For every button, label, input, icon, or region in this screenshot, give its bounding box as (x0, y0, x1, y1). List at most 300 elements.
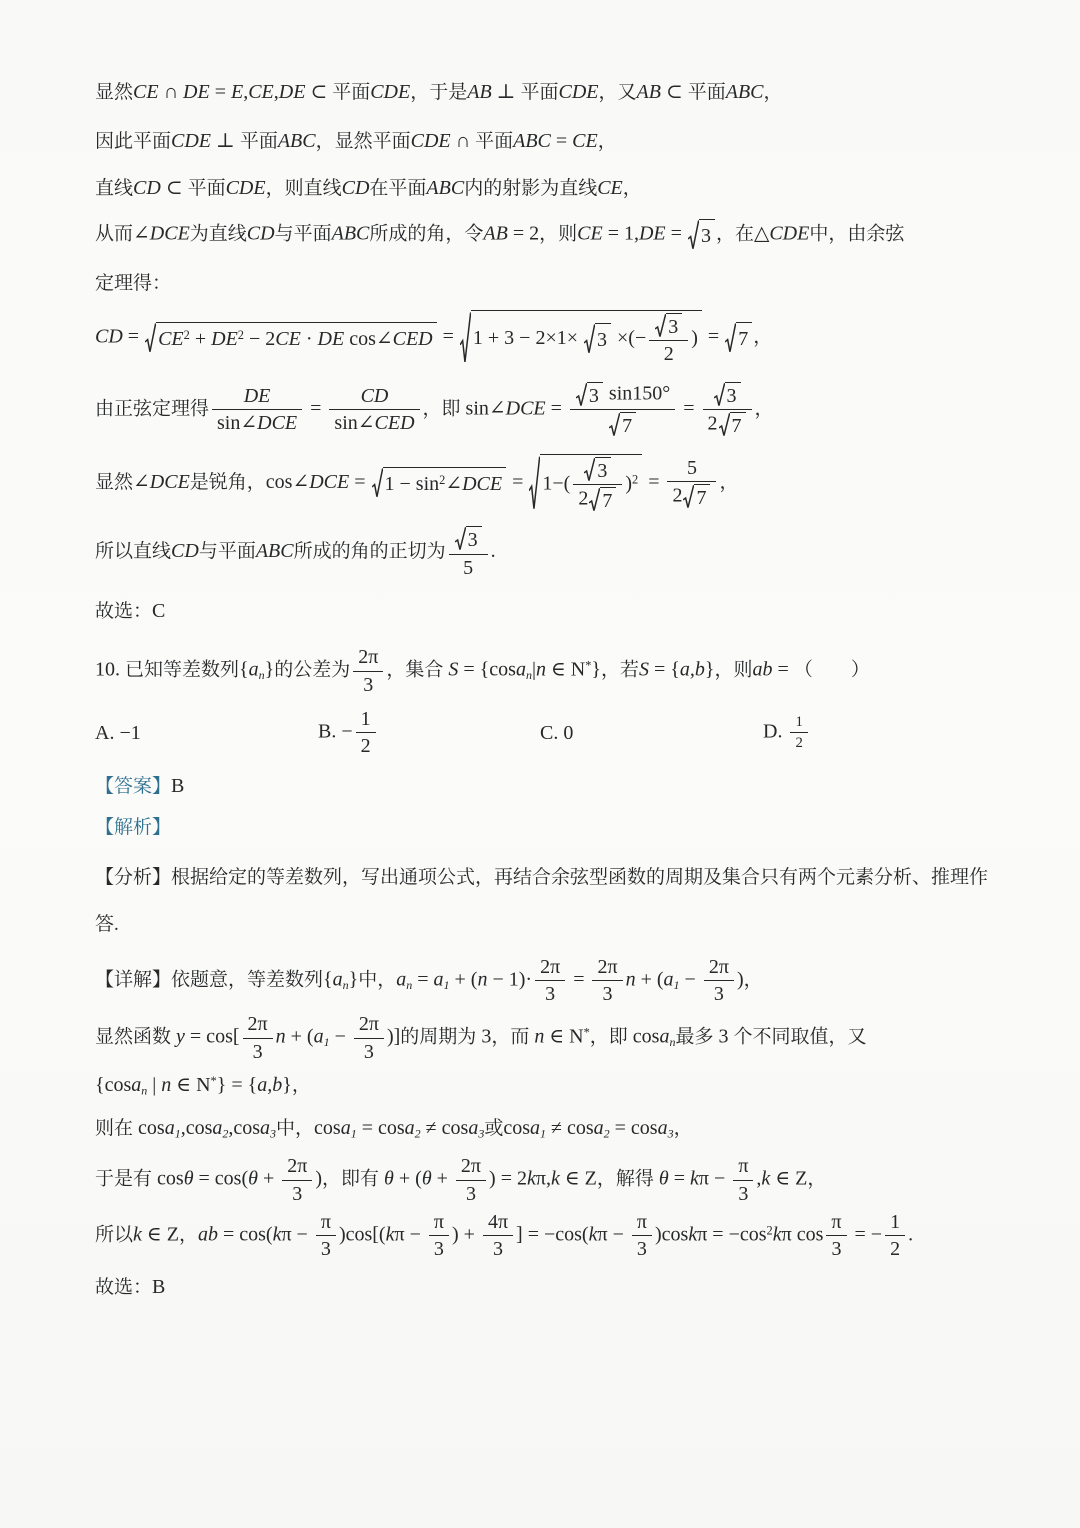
text-run: 【详解】依题意，等差数列 (95, 969, 324, 991)
math-operator: = (209, 81, 231, 103)
math-variable: k (526, 1167, 536, 1190)
math-operator: 1 (360, 707, 371, 730)
subscript: 2 (603, 1126, 610, 1141)
text-run: ， (807, 1168, 827, 1190)
math-operator: ) + (451, 1223, 480, 1246)
option-b (318, 708, 540, 758)
math-operator: 2π (597, 955, 618, 978)
math-operator: 1 (890, 1211, 901, 1234)
math-operator: 1 (795, 713, 803, 730)
math-operator: π − (281, 1223, 313, 1246)
math-variable: DCE (462, 472, 503, 495)
question-10-options (95, 708, 988, 758)
subscript: n (525, 668, 532, 683)
math-variable: CE (572, 130, 598, 152)
math-operator: + (257, 1167, 280, 1190)
fraction (353, 646, 383, 696)
math-operator: cos (152, 1167, 184, 1190)
math-variable: a (468, 1117, 479, 1140)
math-variable: DCE (505, 397, 546, 420)
text-run: 或 (484, 1118, 504, 1140)
analysis-label-line (95, 813, 988, 842)
fraction (456, 1155, 486, 1205)
math-operator: , (273, 81, 279, 103)
fraction (354, 1013, 384, 1063)
math-variable: ABC (426, 177, 465, 199)
math-operator: 7 (696, 486, 707, 509)
text-run: 的周期为 (400, 1026, 477, 1048)
text-run: 显然函数 (95, 1026, 172, 1048)
text-run: （ ） (793, 659, 870, 681)
square-root (529, 454, 642, 513)
section-label: 【答案】 (95, 775, 172, 797)
math-variable: k (772, 1223, 782, 1246)
radical-icon (725, 322, 736, 354)
math-operator: = (665, 222, 687, 245)
math-operator: = (678, 397, 700, 420)
radical-icon (688, 219, 699, 251)
math-operator: ⊂ (160, 177, 188, 199)
math-operator: 3 (713, 1025, 734, 1048)
math-variable: a (593, 1117, 604, 1140)
math-operator: ) (736, 968, 744, 991)
text-run: 平面 (520, 82, 559, 103)
math-operator: ∠ (445, 472, 463, 495)
math-variable: CE (248, 81, 274, 103)
math-operator: | (531, 658, 536, 681)
fraction (704, 956, 734, 1006)
detail-line-6 (95, 1211, 988, 1261)
math-variable: CED (374, 412, 415, 435)
text-run: ， (291, 1075, 311, 1097)
text-run: 定理得： (95, 273, 172, 294)
math-operator: B. − (318, 720, 353, 743)
math-variable: a (340, 1117, 351, 1140)
math-operator: | (147, 1074, 162, 1097)
math-variable: k (690, 1167, 699, 1190)
math-operator: = cos( (193, 1167, 249, 1190)
math-operator: · (300, 327, 318, 350)
text-run: ， (597, 131, 617, 152)
math-operator: − (329, 1025, 351, 1048)
math-operator: sin150° (603, 382, 671, 405)
text-run: ，则 (539, 223, 578, 245)
radical-icon (576, 382, 587, 407)
text-run: 显然 (95, 471, 134, 493)
math-operator: − (679, 968, 701, 991)
superscript: 2 (237, 327, 244, 342)
text-run: ，又 (598, 82, 637, 103)
subscript: 3 (667, 1126, 674, 1141)
math-variable: n (529, 1025, 545, 1048)
math-operator: + ( (449, 968, 478, 991)
text-run: 所成的角的正切为 (293, 541, 446, 563)
math-operator: } (264, 658, 275, 681)
math-variable: a (663, 968, 674, 991)
text-run: 为直线 (189, 223, 247, 245)
subscript: 1 (540, 1126, 546, 1141)
math-operator: 3 (831, 1238, 842, 1261)
square-root (460, 310, 702, 366)
math-variable: ABC (331, 222, 370, 245)
math-operator: = − (849, 1223, 883, 1246)
math-operator: B (171, 774, 185, 797)
math-variable: n (625, 968, 636, 991)
math-variable: θ (653, 1167, 669, 1190)
fraction (429, 1211, 449, 1261)
math-operator: )cos (654, 1223, 689, 1246)
math-variable: S (443, 658, 459, 681)
solution9-sine-rule (95, 382, 988, 438)
superscript: * (585, 658, 592, 673)
square-root (609, 412, 636, 437)
answer-label-line (95, 772, 988, 801)
solution9-cos-line (95, 454, 988, 513)
math-operator: = (507, 470, 529, 493)
text-run: ，即 (422, 398, 461, 420)
math-variable: ab (197, 1223, 218, 1246)
math-operator: ⊂ (660, 81, 688, 103)
math-variable: CD (133, 177, 161, 199)
math-operator: 2 (672, 484, 683, 507)
math-variable: CDE (225, 177, 266, 199)
math-operator: ∈ N (171, 1074, 211, 1097)
math-operator: , (756, 1167, 762, 1190)
math-operator: 3 (597, 459, 608, 482)
square-root (372, 467, 507, 499)
text-run: ， (673, 1118, 693, 1140)
math-operator: 3 (545, 983, 556, 1006)
math-operator: ⊥ (211, 130, 240, 152)
math-operator: ) (691, 326, 698, 349)
radical-icon (683, 484, 694, 509)
math-operator: 7 (602, 489, 613, 512)
math-variable: AB (467, 81, 492, 103)
math-operator: 3 (492, 1238, 503, 1261)
math-operator: sin∠ (460, 397, 506, 420)
math-operator: = (702, 325, 725, 348)
math-variable: CD (246, 222, 275, 245)
math-operator: π cos (781, 1223, 824, 1246)
fraction (885, 1211, 905, 1261)
math-operator: + ( (393, 1167, 422, 1190)
math-operator: 2π (708, 955, 729, 978)
math-operator: ×(− (612, 326, 647, 349)
fraction (329, 385, 419, 435)
math-variable: θ (421, 1167, 432, 1190)
text-run: ，即有 (322, 1168, 380, 1190)
math-operator: 2π (358, 1013, 379, 1036)
math-operator: 2 (578, 487, 589, 510)
question-10 (95, 646, 988, 696)
math-variable: a (657, 1117, 668, 1140)
math-variable: DCE (149, 470, 190, 493)
superscript: 2 (183, 327, 190, 342)
math-operator: ) (625, 472, 632, 495)
math-operator: ∈ N (545, 658, 586, 681)
math-operator: 2 (707, 412, 718, 435)
square-root (576, 382, 603, 407)
radical-icon (145, 322, 156, 354)
math-operator: ∈ Z (559, 1167, 597, 1190)
text-run: ，显然平面 (315, 131, 411, 152)
section-label: 【解析】 (95, 816, 172, 838)
math-operator: ] = −cos( (516, 1223, 589, 1246)
math-operator: sin∠ (334, 412, 375, 435)
math-variable: E (230, 81, 244, 103)
fraction (449, 526, 488, 579)
math-operator: △ (753, 222, 770, 245)
math-variable: CDE (558, 81, 599, 103)
math-operator: ≠ cos (546, 1117, 594, 1140)
math-operator: π (738, 1155, 749, 1178)
text-run: ， (743, 969, 763, 991)
radical-icon (714, 382, 725, 407)
solution9-cosine-formula (95, 310, 988, 366)
math-variable: ab (752, 658, 773, 681)
text-run: 于是有 (95, 1168, 153, 1190)
math-operator: 3 (292, 1182, 303, 1205)
solution9-conclusion (95, 526, 988, 579)
text-run: ， (763, 82, 783, 103)
text-run: ，则直线 (265, 178, 342, 199)
math-operator: 2 (360, 735, 371, 758)
math-operator: + (431, 1167, 453, 1190)
math-operator: 3 (636, 1238, 647, 1261)
text-run: 故选： (95, 601, 153, 623)
square-root (655, 313, 682, 338)
subscript: 3 (478, 1126, 485, 1141)
math-variable: CDE (769, 222, 810, 245)
solution9-line-2 (95, 127, 988, 156)
math-operator: 3 (363, 673, 374, 696)
math-variable: a (248, 658, 259, 681)
radical-icon (655, 313, 666, 338)
fraction (573, 457, 622, 513)
text-run: ， (719, 471, 739, 493)
detail-line-1 (95, 956, 988, 1006)
math-variable: k (272, 1223, 282, 1246)
math-variable: y (171, 1025, 185, 1048)
fraction (649, 313, 688, 366)
math-operator: = cos( (217, 1223, 273, 1246)
math-operator: } = { (216, 1074, 258, 1097)
option-a (95, 719, 318, 747)
text-run: 个不同取值，又 (733, 1026, 867, 1048)
subscript: 1 (174, 1126, 181, 1141)
math-variable: a (515, 658, 526, 681)
math-variable: k (688, 1223, 698, 1246)
math-variable: k (133, 1223, 142, 1246)
subscript: n (406, 977, 413, 992)
square-root (584, 457, 611, 482)
math-operator: = (568, 968, 590, 991)
math-operator: A. −1 (95, 721, 141, 744)
math-operator: ) (315, 1167, 323, 1190)
math-variable: ABC (513, 130, 551, 152)
math-operator: 3 (467, 529, 478, 552)
math-operator: − 2 (244, 327, 276, 350)
fraction (535, 956, 565, 1006)
math-operator: 1 − sin (384, 472, 440, 495)
math-operator: π (320, 1211, 331, 1234)
math-operator: ⊥ (491, 81, 521, 103)
math-operator: {cos (95, 1074, 132, 1097)
math-operator: = { (458, 658, 490, 681)
radical-icon (584, 457, 595, 482)
math-variable: a (313, 1025, 324, 1048)
math-operator: 2π (540, 955, 561, 978)
subscript: n (141, 1083, 148, 1098)
text-run: ，集合 (386, 659, 444, 681)
math-variable: CDE (171, 130, 212, 152)
math-operator: 1 + 3 − 2×1× (472, 326, 584, 349)
math-operator: 3 (433, 1238, 444, 1261)
math-variable: DE (183, 81, 210, 103)
option-d (763, 714, 988, 752)
math-variable: CDE (370, 81, 411, 103)
fraction (570, 382, 675, 438)
math-variable: AB (636, 81, 661, 103)
radical-icon (529, 454, 540, 513)
text-run: 已知等差数列 (125, 659, 240, 681)
math-variable: CE (597, 177, 623, 199)
math-operator: 3 (668, 316, 679, 338)
answer9-choice (95, 597, 988, 626)
math-variable: DE (638, 222, 666, 245)
math-operator: π = −cos (697, 1223, 767, 1246)
math-variable: k (550, 1167, 560, 1190)
math-operator: + (189, 327, 212, 350)
math-operator: 2π (287, 1155, 308, 1178)
math-variable: ABC (277, 130, 316, 152)
text-run: 从而 (95, 223, 134, 245)
math-operator: cos∠ (265, 470, 310, 493)
math-variable: n (275, 1025, 286, 1048)
math-operator: 3 (465, 1182, 476, 1205)
math-variable: a (131, 1074, 142, 1097)
math-operator: { (239, 658, 249, 681)
fraction (733, 1155, 753, 1205)
math-variable: a,b (257, 1074, 283, 1097)
text-run: 故选： (95, 1276, 153, 1298)
math-variable: n (477, 968, 488, 991)
math-variable: DCE (149, 222, 190, 245)
text-run: ，则 (714, 659, 753, 681)
subscript: 2 (222, 1126, 229, 1141)
math-variable: k (761, 1167, 771, 1190)
text-run: 所成的角，令 (369, 223, 484, 245)
math-operator: } (282, 1074, 292, 1097)
math-operator: 3 (713, 983, 724, 1006)
math-variable: a (659, 1025, 670, 1048)
fraction (632, 1211, 652, 1261)
math-operator: 3 (738, 1182, 749, 1205)
math-operator: )cos[( (338, 1223, 386, 1246)
detail-line-3 (95, 1071, 988, 1100)
square-root (584, 323, 611, 355)
math-operator: ∈ N (544, 1025, 584, 1048)
text-run: ， (178, 1224, 198, 1246)
math-variable: DCE (257, 412, 298, 435)
subscript: 1 (673, 977, 680, 992)
math-operator: D. (763, 720, 788, 743)
text-run: ， (753, 326, 773, 348)
text-run: 【分析】根据给定的等差数列，写出通项公式，再结合余弦型函数的周期及集合只有两个元素分析、推理作答. (95, 866, 989, 935)
math-operator: 2 (663, 343, 674, 366)
math-operator: = cos[ (184, 1025, 240, 1048)
solution9-line-3 (95, 174, 988, 203)
math-operator: 4π (487, 1211, 509, 1234)
math-operator: = (772, 658, 794, 681)
math-variable: a (396, 968, 407, 991)
math-operator: ,cos (228, 1117, 261, 1140)
square-root (725, 322, 752, 354)
math-variable: θ (379, 1167, 394, 1190)
subscript: 1 (350, 1126, 357, 1141)
math-operator: ∈ Z (141, 1223, 179, 1246)
fraction (592, 956, 622, 1006)
math-operator: = 1, (602, 222, 639, 245)
text-run: 由正弦定理得 (95, 398, 210, 420)
analysis-paragraph (95, 854, 988, 948)
text-run: 的公差为 (274, 659, 351, 681)
math-variable: a (164, 1117, 175, 1140)
math-variable: a (332, 968, 343, 991)
math-operator: 7 (738, 327, 749, 350)
math-operator: } (348, 968, 359, 991)
math-variable: DE (211, 327, 238, 350)
solution9-line-4 (95, 219, 988, 251)
detail-line-4 (95, 1114, 988, 1143)
math-operator: C. 0 (540, 721, 574, 744)
superscript: 2 (766, 1223, 773, 1238)
radical-icon (609, 412, 620, 437)
math-variable: CD (360, 384, 389, 407)
math-variable: DCE (309, 470, 350, 493)
math-operator: ,cos (180, 1117, 213, 1140)
math-operator: ∩ (450, 130, 476, 152)
subscript: 1 (323, 1035, 330, 1050)
math-variable: a (433, 968, 444, 991)
text-run: ，而 (491, 1026, 530, 1048)
math-operator: = (412, 968, 434, 991)
text-run: 中， (358, 969, 397, 991)
math-operator: 3 (252, 1040, 263, 1063)
text-run: 最多 (675, 1026, 714, 1048)
math-variable: CED (392, 327, 433, 350)
math-variable: θ (248, 1167, 258, 1190)
math-operator: = { (649, 658, 680, 681)
math-operator: cos (314, 1117, 341, 1140)
math-operator: 3 (476, 1025, 492, 1048)
fraction (667, 457, 716, 510)
math-variable: ABC (725, 81, 764, 103)
math-operator: = cos (356, 1117, 405, 1140)
math-operator: ∠ (133, 470, 150, 493)
radical-icon (584, 323, 595, 355)
math-operator: 2π (358, 646, 379, 669)
math-variable: ABC (255, 540, 294, 563)
subscript: n (342, 977, 349, 992)
math-operator: π, (535, 1167, 551, 1190)
math-operator: = (643, 470, 665, 493)
fraction (243, 1013, 273, 1063)
math-operator: = 2 (507, 222, 540, 245)
math-operator: 3 (320, 1238, 331, 1261)
math-variable: k (385, 1223, 395, 1246)
math-operator: π (433, 1211, 444, 1234)
